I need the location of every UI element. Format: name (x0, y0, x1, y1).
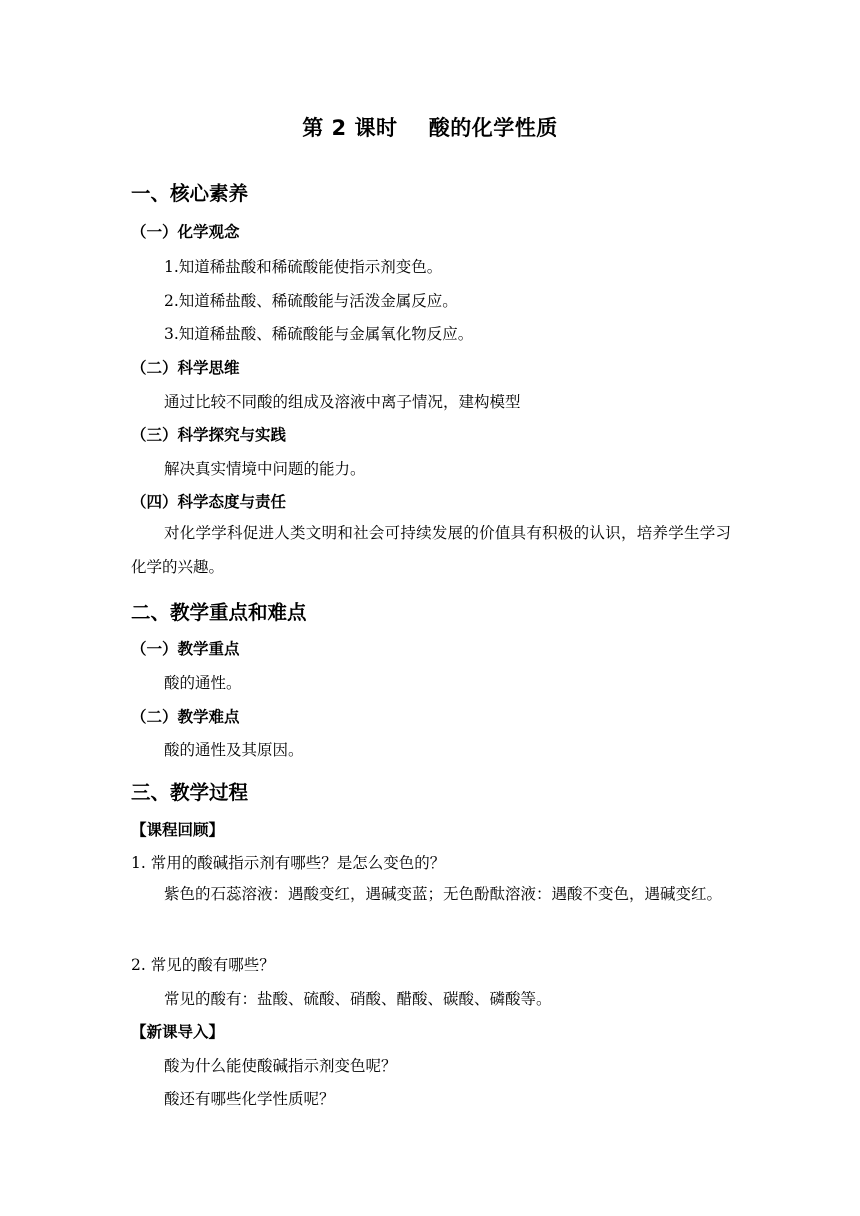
question: 2. 常见的酸有哪些？ (131, 956, 275, 974)
list-item: 1.知道稀盐酸和稀硫酸能使指示剂变色。 (164, 258, 443, 276)
question: 酸还有哪些化学性质呢？ (164, 1090, 335, 1108)
subheading-new-lesson-intro: 【新课导入】 (131, 1023, 225, 1041)
answer: 常见的酸有：盐酸、硫酸、硝酸、醋酸、碳酸、磷酸等。 (164, 990, 552, 1008)
list-item: 3.知道稀盐酸、稀硫酸能与金属氧化物反应。 (164, 325, 474, 343)
answer: 紫色的石蕊溶液：遇酸变红，遇碱变蓝；无色酚酞溶液：遇酸不变色，遇碱变红。 (164, 885, 723, 903)
paragraph: 对化学学科促进人类文明和社会可持续发展的价值具有积极的认识，培养学生学习化学的兴趣。 (131, 524, 731, 576)
paragraph: 酸的通性。 (164, 674, 242, 692)
paragraph: 解决真实情境中问题的能力。 (164, 460, 366, 478)
page-title: 第 2 课时 酸的化学性质 (302, 116, 558, 140)
section-heading-core-literacy: 一、核心素养 (131, 182, 249, 205)
subheading-teaching-difficulty: （二）教学难点 (131, 708, 240, 726)
subheading-teaching-focus: （一）教学重点 (131, 640, 240, 658)
subheading-scientific-inquiry: （三）科学探究与实践 (131, 426, 287, 444)
paragraph: 酸的通性及其原因。 (164, 741, 304, 759)
list-item: 2.知道稀盐酸、稀硫酸能与活泼金属反应。 (164, 292, 458, 310)
section-heading-key-difficult-points: 二、教学重点和难点 (131, 601, 307, 624)
section-heading-teaching-process: 三、教学过程 (131, 781, 249, 804)
subheading-chemistry-concepts: （一）化学观念 (131, 223, 240, 241)
subheading-attitude-responsibility: （四）科学态度与责任 (131, 493, 287, 511)
subheading-course-review: 【课程回顾】 (131, 821, 225, 839)
question: 酸为什么能使酸碱指示剂变色呢？ (164, 1057, 397, 1075)
question: 1. 常用的酸碱指示剂有哪些？是怎么变色的？ (131, 854, 446, 872)
paragraph: 通过比较不同酸的组成及溶液中离子情况，建构模型 (164, 393, 521, 411)
subheading-scientific-thinking: （二）科学思维 (131, 359, 240, 377)
